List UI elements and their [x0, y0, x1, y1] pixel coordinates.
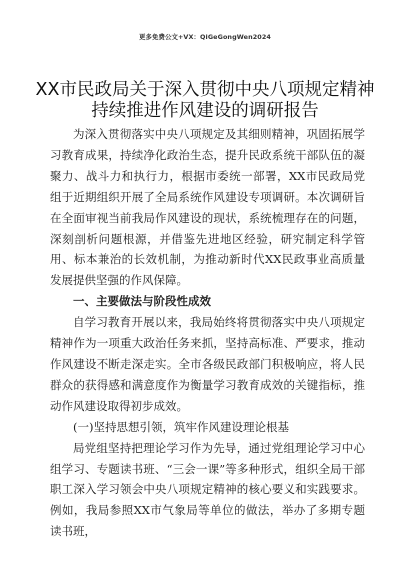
document-title-line-1: XX市民政局关于深入贯彻中央八项规定精神 — [35, 80, 375, 100]
section-heading: 一、主要做法与阶段性成效 — [73, 294, 211, 309]
header-watermark: 更多免费公文+VX：QiGeGongWen2024 — [139, 33, 271, 41]
intro-paragraph: 为深入贯彻落实中央八项规定及其细则精神，巩固拓展学习教育成果，持续净化政治生态，提升民政系统干部队伍的凝聚力、战斗力和执行力，根据市委统一部署，XX市民政局党组于近期组织开展了全局系统作风建设专项调研。本次调研旨在全面审视当前我局作风建设的现状，系统梳理存在的问题，深刻剖析问题根源，并借鉴先进地区经验，研究制定科学管用、标本兼治的长效机制，为推动新时代XX民政事业高质量发展提供坚强的作风保障。 — [50, 127, 365, 288]
document-body — [50, 124, 365, 542]
subsection-heading: (一)坚持思想引领，筑牢作风建设理论根基 — [73, 419, 289, 434]
section-paragraph: 自学习教育开展以来，我局始终将贯彻落实中央八项规定精神作为一项重大政治任务来抓，坚持高标准、严要求，推动作风建设不断走深走实。全市各级民政部门积极响应，将人民群众的获得感和满意度作为衡量学习教育成效的关键指标，推动作风建设取得初步成效。 — [50, 315, 365, 413]
document-title-line-2: 持续推进作风建设的调研报告 — [91, 101, 319, 121]
subsection-paragraph: 局党组坚持把理论学习作为先导，通过党组理论学习中心组学习、专题读书班、“三会一课”等多种形式，组织全局干部职工深入学习领会中央八项规定精神的核心要义和实践要求。例如，我局参照XX市气象局等单位的做法，举办了多期专题读书班， — [50, 440, 365, 539]
